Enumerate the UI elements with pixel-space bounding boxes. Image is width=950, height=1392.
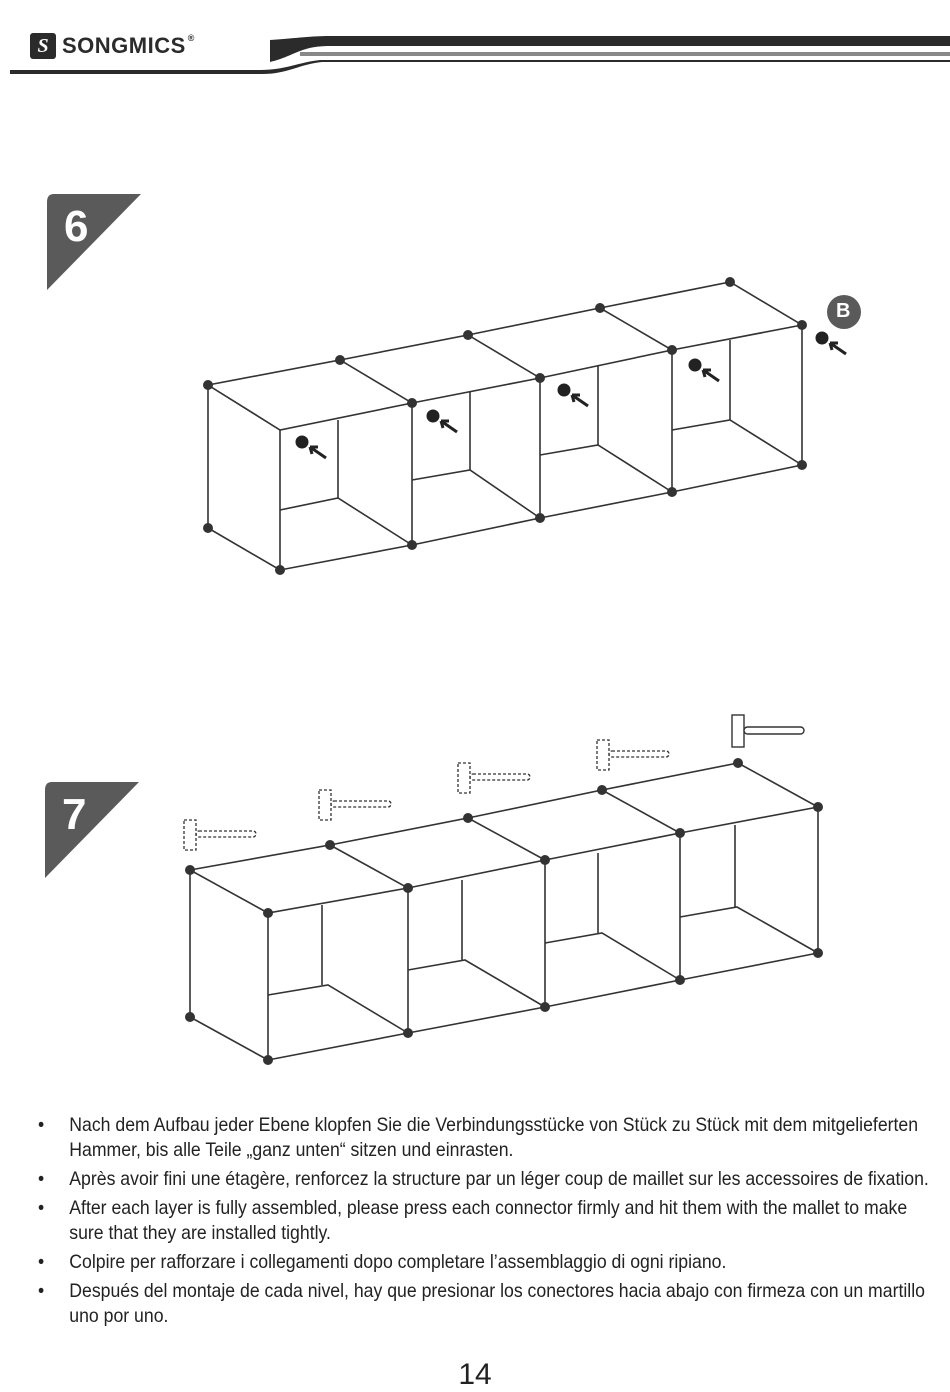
step-6-illustration (190, 270, 870, 590)
instruction-en: • After each layer is fully assembled, please press each connector firmly and hit them with the mallet to make sure that they are installed tightly. (38, 1196, 934, 1246)
step-7-illustration (170, 705, 850, 1085)
step-6-badge (44, 192, 144, 292)
connector-icon (296, 332, 846, 458)
step-number: 7 (62, 790, 87, 839)
brand-name: SONGMICS ® (62, 33, 195, 58)
instruction-es: • Después del montaje de cada nivel, hay que presionar los conectores hacia abajo con firmeza con un martillo uno por uno. (38, 1279, 934, 1329)
instruction-list (38, 1113, 929, 1333)
step-number: 6 (64, 202, 89, 251)
instruction-it: • Colpire per rafforzare i collegamenti dopo completare l’assemblaggio di ogni ripiano. (38, 1250, 934, 1275)
brand-logo (30, 33, 195, 59)
page-header (0, 0, 950, 80)
instruction-fr: • Après avoir fini une étagère, renforcez la structure par un léger coup de maillet sur les accessoires de fixation. (38, 1167, 934, 1192)
instruction-de: • Nach dem Aufbau jeder Ebene klopfen Sie die Verbindungsstücke von Stück zu Stück mit dem mitgelieferten Hammer, bis alle Teile „ganz unten“ sitzen und einrasten. (38, 1113, 934, 1163)
mallet-icon (184, 740, 669, 850)
songmics-logo-icon: S (30, 33, 56, 59)
page-number: 14 (458, 1358, 492, 1391)
part-label: B (836, 300, 851, 322)
step-7-badge (42, 780, 142, 880)
